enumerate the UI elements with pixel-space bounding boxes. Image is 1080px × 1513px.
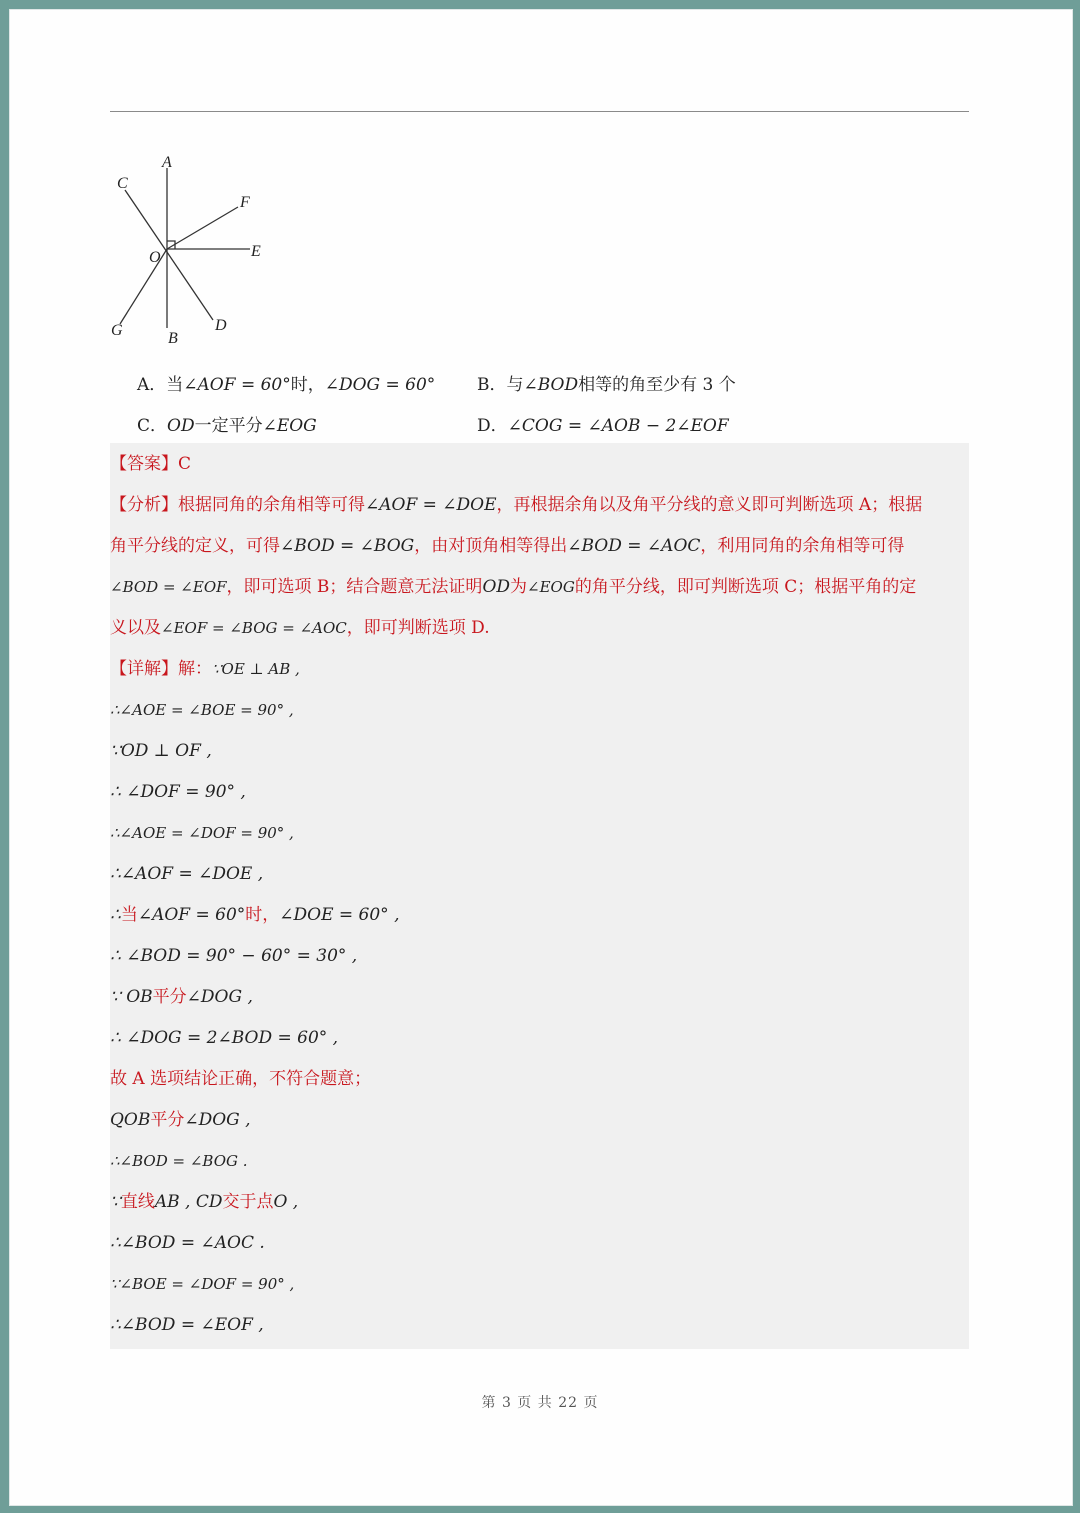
- label-b: B: [168, 330, 178, 345]
- detail-line-5: ∴∠AOF = ∠DOE ,: [110, 864, 264, 884]
- option-b: B．与∠BOD相等的角至少有 3 个: [477, 375, 736, 395]
- header-rule: [110, 111, 969, 112]
- label-e: E: [251, 243, 261, 260]
- detail-line-8: ∵ OB平分∠DOG ,: [110, 987, 253, 1007]
- detail-line-12: ∴∠BOD = ∠BOG .: [110, 1152, 248, 1170]
- detail-line-4: ∴∠AOE = ∠DOF = 90° ,: [110, 824, 294, 842]
- label-d: D: [215, 317, 227, 334]
- answer-line: 【答案】C: [110, 454, 192, 474]
- detail-line-2: ∵OD ⊥ OF ,: [110, 741, 212, 761]
- detail-line-7: ∴ ∠BOD = 90° − 60° = 30° ,: [110, 946, 358, 966]
- detail-line-0: 【详解】解：∵OE ⊥ AB ,: [110, 659, 300, 679]
- label-f: F: [240, 194, 250, 211]
- detail-line-3: ∴ ∠DOF = 90° ,: [110, 782, 246, 802]
- analysis-line-2: 角平分线的定义，可得∠BOD = ∠BOG，由对顶角相等得出∠BOD = ∠AOC，利用同角的余角相等可得: [110, 536, 905, 556]
- detail-line-9: ∴ ∠DOG = 2∠BOD = 60° ,: [110, 1028, 339, 1048]
- label-g: G: [111, 322, 123, 339]
- detail-line-10: 故 A 选项结论正确，不符合题意；: [110, 1069, 372, 1089]
- option-d: D．∠COG = ∠AOB − 2∠EOF: [477, 416, 729, 436]
- detail-line-16: ∴∠BOD = ∠EOF ,: [110, 1315, 264, 1335]
- analysis-line-4: 义以及∠EOF = ∠BOG = ∠AOC，即可判断选项 D.: [110, 618, 490, 638]
- option-a: A．当∠AOF = 60°时，∠DOG = 60°: [137, 375, 436, 395]
- geometry-figure: [108, 150, 268, 345]
- detail-line-13: ∵直线AB , CD交于点O ,: [110, 1192, 299, 1212]
- detail-line-15: ∵∠BOE = ∠DOF = 90° ,: [110, 1275, 295, 1293]
- analysis-line-3: ∠BOD = ∠EOF，即可选项 B；结合题意无法证明OD为∠EOG的角平分线，即可判断选项 C；根据平角的定: [110, 577, 917, 597]
- detail-line-11: QOB平分∠DOG ,: [110, 1110, 251, 1130]
- label-c: C: [117, 175, 128, 192]
- label-o: O: [149, 249, 161, 266]
- line-cd: [125, 190, 213, 320]
- detail-line-1: ∴∠AOE = ∠BOE = 90° ,: [110, 701, 294, 719]
- detail-line-14: ∴∠BOD = ∠AOC .: [110, 1233, 265, 1253]
- ray-of: [167, 207, 238, 249]
- option-c: C．OD一定平分∠EOG: [137, 416, 317, 436]
- detail-line-6: ∴当∠AOF = 60°时，∠DOE = 60° ,: [110, 905, 400, 925]
- analysis-line-1: 【分析】根据同角的余角相等可得∠AOF = ∠DOE，再根据余角以及角平分线的意义即可判断选项 A；根据: [110, 495, 923, 515]
- solution-panel: [110, 443, 969, 1349]
- page-footer: 第 3 页 共 22 页: [481, 1395, 599, 1411]
- label-a: A: [162, 154, 172, 171]
